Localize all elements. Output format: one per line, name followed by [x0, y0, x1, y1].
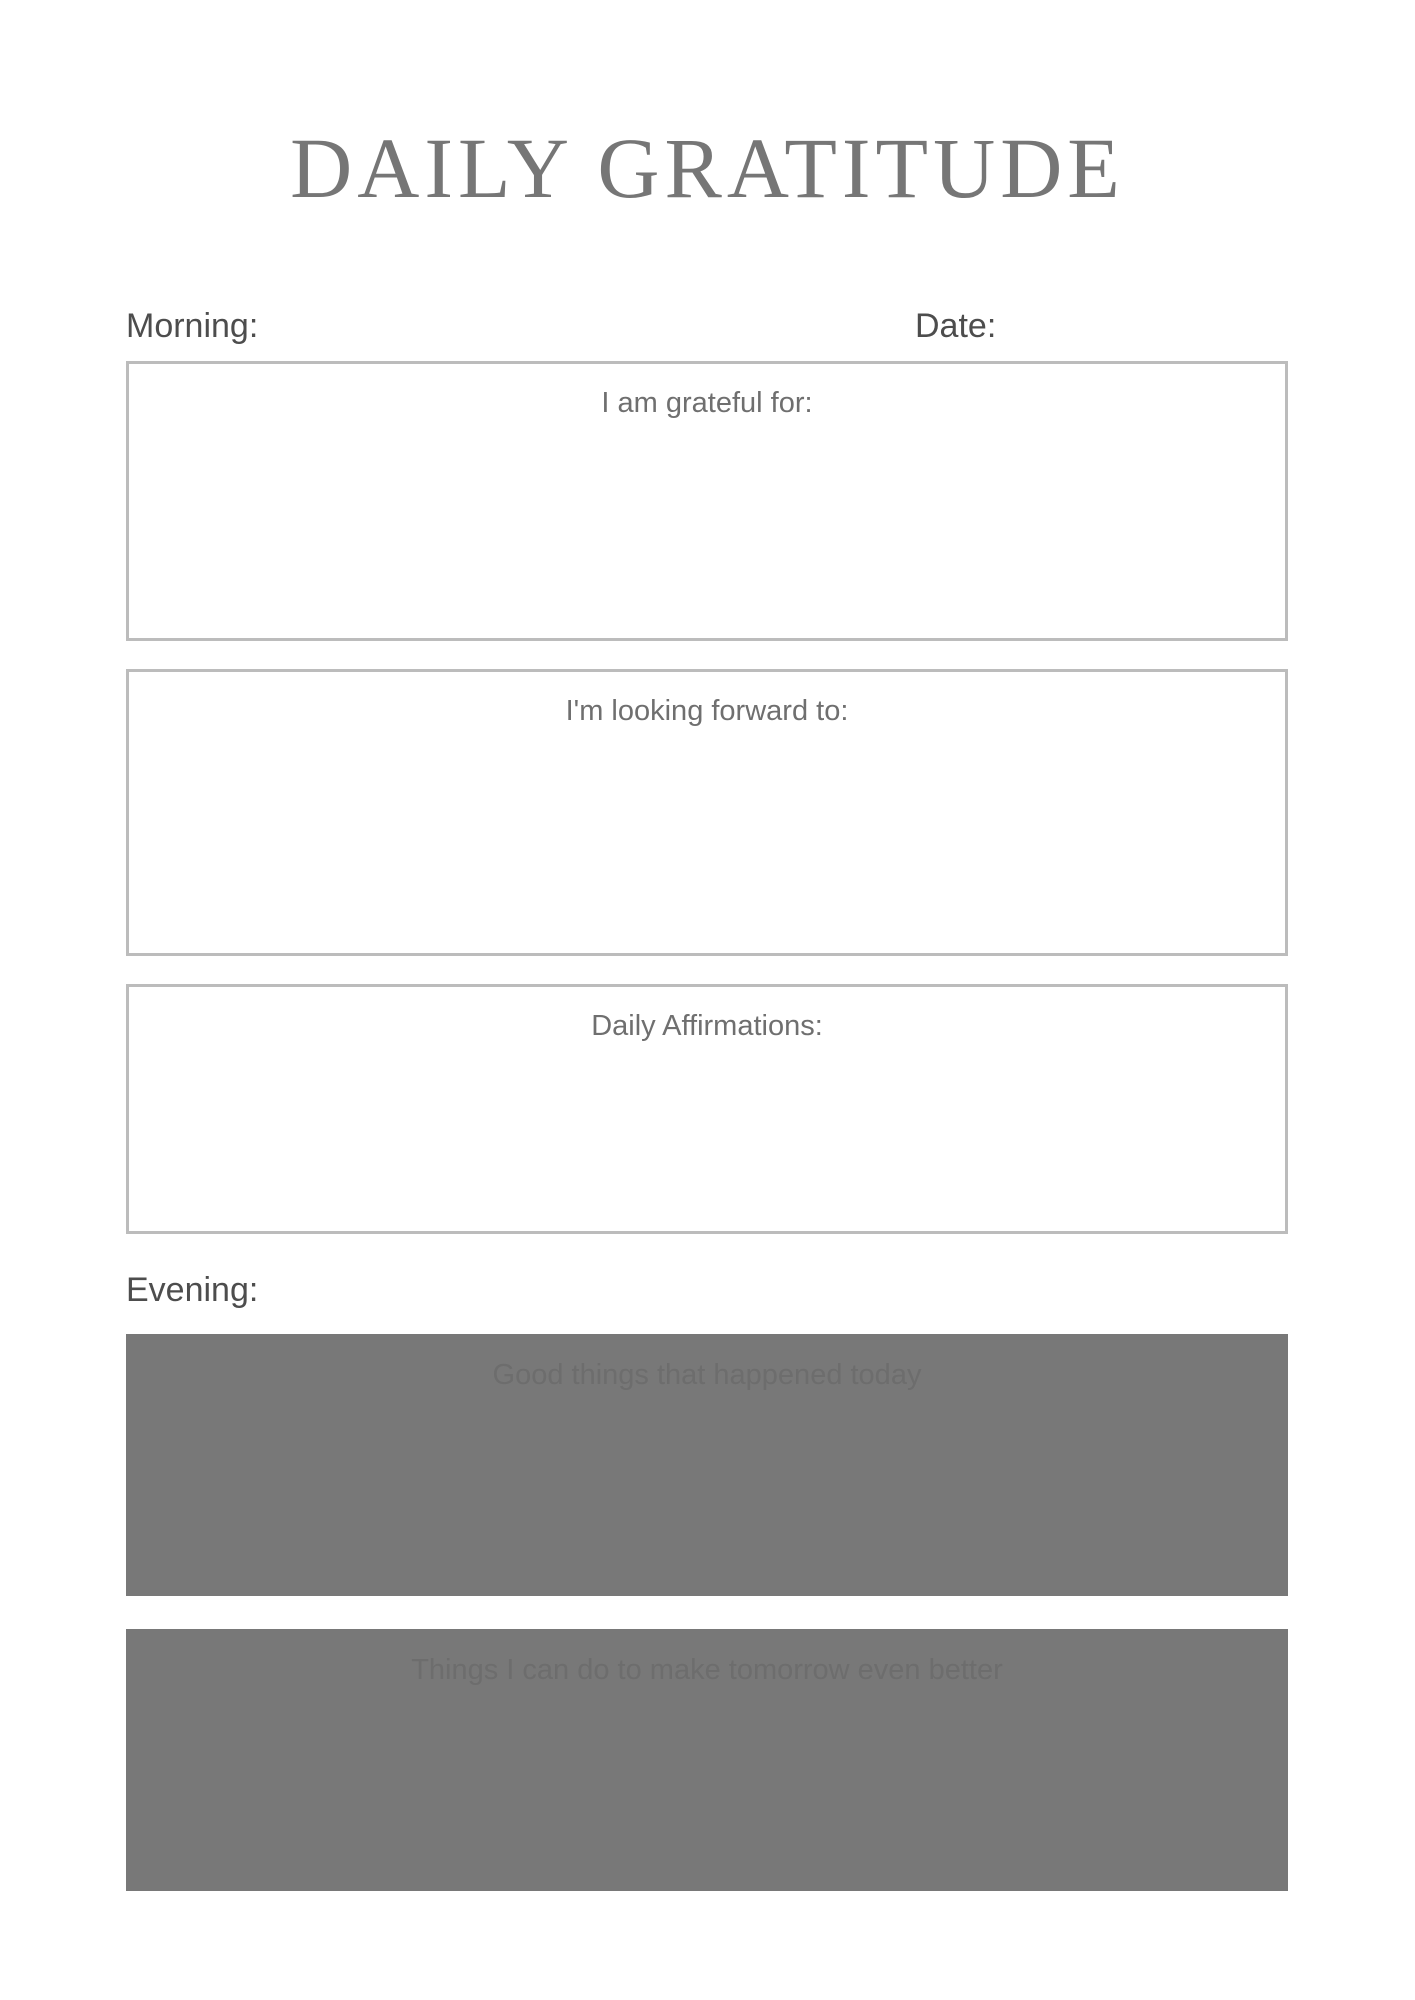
- daily-affirmations-label: Daily Affirmations:: [591, 1010, 823, 1042]
- good-things-box[interactable]: [126, 1334, 1288, 1596]
- grateful-for-writing-area[interactable]: [139, 434, 1275, 628]
- looking-forward-label: I'm looking forward to:: [565, 695, 849, 727]
- morning-label: Morning:: [126, 307, 259, 345]
- tomorrow-better-label: Things I can do to make tomorrow even better: [411, 1654, 1003, 1686]
- good-things-writing-area[interactable]: [136, 1404, 1278, 1586]
- good-things-label: Good things that happened today: [492, 1359, 922, 1391]
- daily-affirmations-writing-area[interactable]: [139, 1057, 1275, 1221]
- daily-affirmations-box[interactable]: [126, 984, 1288, 1234]
- evening-label: Evening:: [126, 1271, 259, 1309]
- page-title: DAILY GRATITUDE: [290, 120, 1125, 216]
- date-label: Date:: [915, 307, 997, 345]
- looking-forward-writing-area[interactable]: [139, 742, 1275, 943]
- looking-forward-box[interactable]: [126, 669, 1288, 956]
- grateful-for-box[interactable]: [126, 361, 1288, 641]
- tomorrow-better-box[interactable]: [126, 1629, 1288, 1891]
- grateful-for-label: I am grateful for:: [601, 387, 813, 419]
- tomorrow-better-writing-area[interactable]: [136, 1699, 1278, 1881]
